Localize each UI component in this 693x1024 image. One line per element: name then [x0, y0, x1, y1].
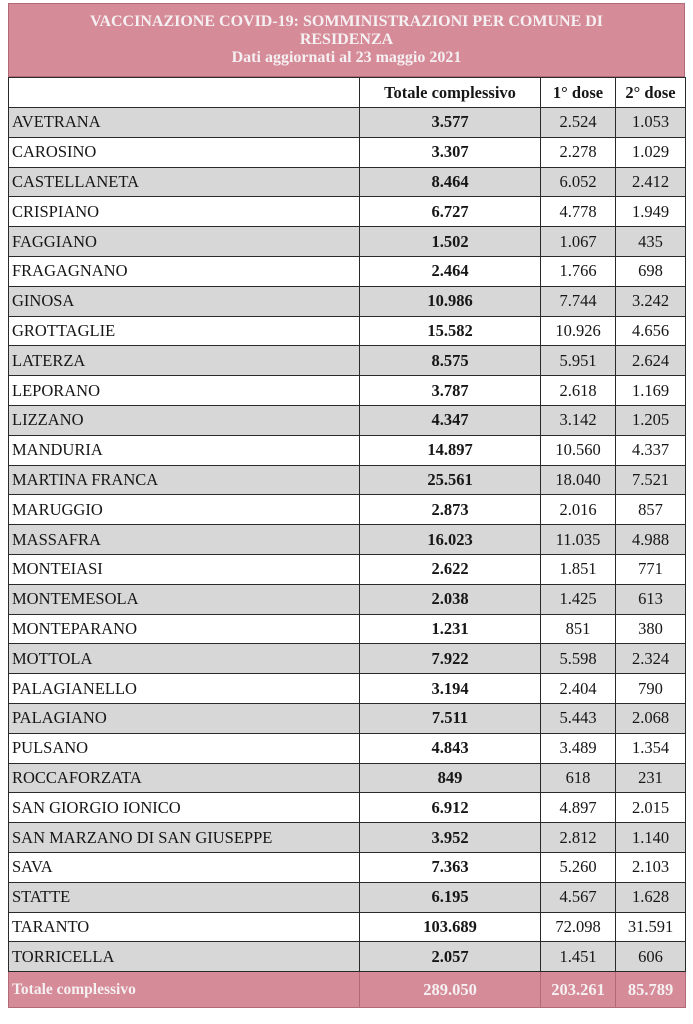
table-row	[9, 644, 686, 674]
dose1-cell: 2.812	[541, 823, 616, 853]
dose1-cell: 11.035	[541, 525, 616, 555]
total-cell: 849	[360, 763, 541, 793]
table-row	[9, 137, 686, 167]
comune-cell: CASTELLANETA	[9, 167, 360, 197]
total-cell: 6.727	[360, 197, 541, 227]
dose1-cell: 4.567	[541, 882, 616, 912]
dose2-cell: 1.949	[616, 197, 686, 227]
dose1-cell: 1.451	[541, 942, 616, 972]
total-cell: 15.582	[360, 316, 541, 346]
dose1-cell: 618	[541, 763, 616, 793]
dose1-cell: 2.016	[541, 495, 616, 525]
total-cell: 4.347	[360, 405, 541, 435]
comune-cell: MONTEMESOLA	[9, 584, 360, 614]
table-row	[9, 674, 686, 704]
column-header-total: Totale complessivo	[360, 78, 541, 108]
vaccination-table	[8, 77, 686, 1008]
dose1-cell: 4.778	[541, 197, 616, 227]
table-row	[9, 108, 686, 138]
dose1-cell: 18.040	[541, 465, 616, 495]
table-row	[9, 256, 686, 286]
total-cell: 2.057	[360, 942, 541, 972]
column-header-dose2: 2° dose	[616, 78, 686, 108]
table-row	[9, 823, 686, 853]
dose1-cell: 3.489	[541, 733, 616, 763]
comune-cell: GINOSA	[9, 286, 360, 316]
dose2-cell: 31.591	[616, 912, 686, 942]
dose2-cell: 3.242	[616, 286, 686, 316]
table-row	[9, 584, 686, 614]
comune-cell: PULSANO	[9, 733, 360, 763]
comune-cell: MOTTOLA	[9, 644, 360, 674]
dose1-cell: 2.278	[541, 137, 616, 167]
table-row	[9, 465, 686, 495]
table-row	[9, 703, 686, 733]
total-cell: 3.577	[360, 108, 541, 138]
total-cell: 6.195	[360, 882, 541, 912]
comune-cell: SAN GIORGIO IONICO	[9, 793, 360, 823]
report-header	[8, 3, 685, 77]
total-dose1: 203.261	[541, 972, 616, 1008]
comune-cell: MASSAFRA	[9, 525, 360, 555]
dose1-cell: 10.560	[541, 435, 616, 465]
comune-cell: SAVA	[9, 852, 360, 882]
total-cell: 3.194	[360, 674, 541, 704]
comune-cell: LEPORANO	[9, 376, 360, 406]
total-cell: 2.622	[360, 554, 541, 584]
dose1-cell: 1.425	[541, 584, 616, 614]
dose2-cell: 2.015	[616, 793, 686, 823]
comune-cell: ROCCAFORZATA	[9, 763, 360, 793]
comune-cell: MANDURIA	[9, 435, 360, 465]
table-row	[9, 376, 686, 406]
total-cell: 4.843	[360, 733, 541, 763]
comune-cell: GROTTAGLIE	[9, 316, 360, 346]
dose1-cell: 2.404	[541, 674, 616, 704]
comune-cell: FRAGAGNANO	[9, 256, 360, 286]
total-cell: 3.952	[360, 823, 541, 853]
comune-cell: AVETRANA	[9, 108, 360, 138]
comune-cell: TARANTO	[9, 912, 360, 942]
table-row	[9, 435, 686, 465]
table-row	[9, 197, 686, 227]
dose1-cell: 1.067	[541, 227, 616, 257]
dose2-cell: 2.624	[616, 346, 686, 376]
comune-cell: MARUGGIO	[9, 495, 360, 525]
table-header-row	[9, 78, 686, 108]
total-cell: 2.873	[360, 495, 541, 525]
comune-cell: LATERZA	[9, 346, 360, 376]
table-row	[9, 405, 686, 435]
total-cell: 1.231	[360, 614, 541, 644]
report-title-line-2: RESIDENZA	[299, 31, 394, 48]
total-cell: 8.464	[360, 167, 541, 197]
dose2-cell: 7.521	[616, 465, 686, 495]
total-row	[9, 972, 686, 1008]
total-totale: 289.050	[360, 972, 541, 1008]
dose1-cell: 6.052	[541, 167, 616, 197]
dose2-cell: 1.140	[616, 823, 686, 853]
comune-cell: PALAGIANELLO	[9, 674, 360, 704]
table-row	[9, 227, 686, 257]
comune-cell: SAN MARZANO DI SAN GIUSEPPE	[9, 823, 360, 853]
dose1-cell: 10.926	[541, 316, 616, 346]
report-subtitle: Dati aggiornati al 23 maggio 2021	[231, 49, 462, 66]
dose1-cell: 5.260	[541, 852, 616, 882]
total-cell: 16.023	[360, 525, 541, 555]
table-row	[9, 525, 686, 555]
comune-cell: STATTE	[9, 882, 360, 912]
dose1-cell: 5.598	[541, 644, 616, 674]
total-cell: 7.922	[360, 644, 541, 674]
table-row	[9, 733, 686, 763]
table-row	[9, 882, 686, 912]
dose2-cell: 1.628	[616, 882, 686, 912]
table-row	[9, 495, 686, 525]
dose2-cell: 4.988	[616, 525, 686, 555]
comune-cell: CRISPIANO	[9, 197, 360, 227]
dose1-cell: 851	[541, 614, 616, 644]
total-cell: 1.502	[360, 227, 541, 257]
comune-cell: FAGGIANO	[9, 227, 360, 257]
dose2-cell: 2.324	[616, 644, 686, 674]
dose2-cell: 771	[616, 554, 686, 584]
total-cell: 103.689	[360, 912, 541, 942]
table-row	[9, 912, 686, 942]
dose2-cell: 4.337	[616, 435, 686, 465]
table-row	[9, 316, 686, 346]
vaccination-report	[8, 3, 685, 1008]
comune-cell: TORRICELLA	[9, 942, 360, 972]
total-cell: 3.787	[360, 376, 541, 406]
dose2-cell: 606	[616, 942, 686, 972]
dose1-cell: 7.744	[541, 286, 616, 316]
dose2-cell: 1.354	[616, 733, 686, 763]
table-row	[9, 614, 686, 644]
dose2-cell: 380	[616, 614, 686, 644]
table-row	[9, 793, 686, 823]
dose2-cell: 857	[616, 495, 686, 525]
table-row	[9, 554, 686, 584]
column-header-dose1: 1° dose	[541, 78, 616, 108]
dose2-cell: 2.103	[616, 852, 686, 882]
table-body	[9, 108, 686, 972]
report-title-line-1: VACCINAZIONE COVID-19: SOMMINISTRAZIONI PER COMUNE DI	[89, 13, 604, 30]
dose1-cell: 4.897	[541, 793, 616, 823]
table-row	[9, 852, 686, 882]
dose2-cell: 698	[616, 256, 686, 286]
total-cell: 10.986	[360, 286, 541, 316]
total-cell: 7.511	[360, 703, 541, 733]
total-cell: 8.575	[360, 346, 541, 376]
dose1-cell: 5.951	[541, 346, 616, 376]
dose2-cell: 1.169	[616, 376, 686, 406]
comune-cell: MARTINA FRANCA	[9, 465, 360, 495]
dose2-cell: 1.029	[616, 137, 686, 167]
comune-cell: MONTEPARANO	[9, 614, 360, 644]
dose2-cell: 231	[616, 763, 686, 793]
total-cell: 6.912	[360, 793, 541, 823]
table-row	[9, 286, 686, 316]
total-cell: 7.363	[360, 852, 541, 882]
column-header-comune	[9, 78, 360, 108]
dose2-cell: 4.656	[616, 316, 686, 346]
dose2-cell: 435	[616, 227, 686, 257]
dose1-cell: 1.766	[541, 256, 616, 286]
total-cell: 2.464	[360, 256, 541, 286]
dose1-cell: 1.851	[541, 554, 616, 584]
dose1-cell: 5.443	[541, 703, 616, 733]
table-row	[9, 167, 686, 197]
total-cell: 14.897	[360, 435, 541, 465]
dose2-cell: 613	[616, 584, 686, 614]
dose2-cell: 1.205	[616, 405, 686, 435]
table-row	[9, 763, 686, 793]
dose1-cell: 2.618	[541, 376, 616, 406]
dose2-cell: 790	[616, 674, 686, 704]
comune-cell: PALAGIANO	[9, 703, 360, 733]
comune-cell: MONTEIASI	[9, 554, 360, 584]
comune-cell: CAROSINO	[9, 137, 360, 167]
dose2-cell: 1.053	[616, 108, 686, 138]
dose2-cell: 2.412	[616, 167, 686, 197]
total-cell: 3.307	[360, 137, 541, 167]
table-row	[9, 942, 686, 972]
total-label: Totale complessivo	[9, 972, 360, 1008]
dose2-cell: 2.068	[616, 703, 686, 733]
total-cell: 25.561	[360, 465, 541, 495]
total-dose2: 85.789	[616, 972, 686, 1008]
dose1-cell: 2.524	[541, 108, 616, 138]
table-row	[9, 346, 686, 376]
total-cell: 2.038	[360, 584, 541, 614]
dose1-cell: 3.142	[541, 405, 616, 435]
comune-cell: LIZZANO	[9, 405, 360, 435]
dose1-cell: 72.098	[541, 912, 616, 942]
